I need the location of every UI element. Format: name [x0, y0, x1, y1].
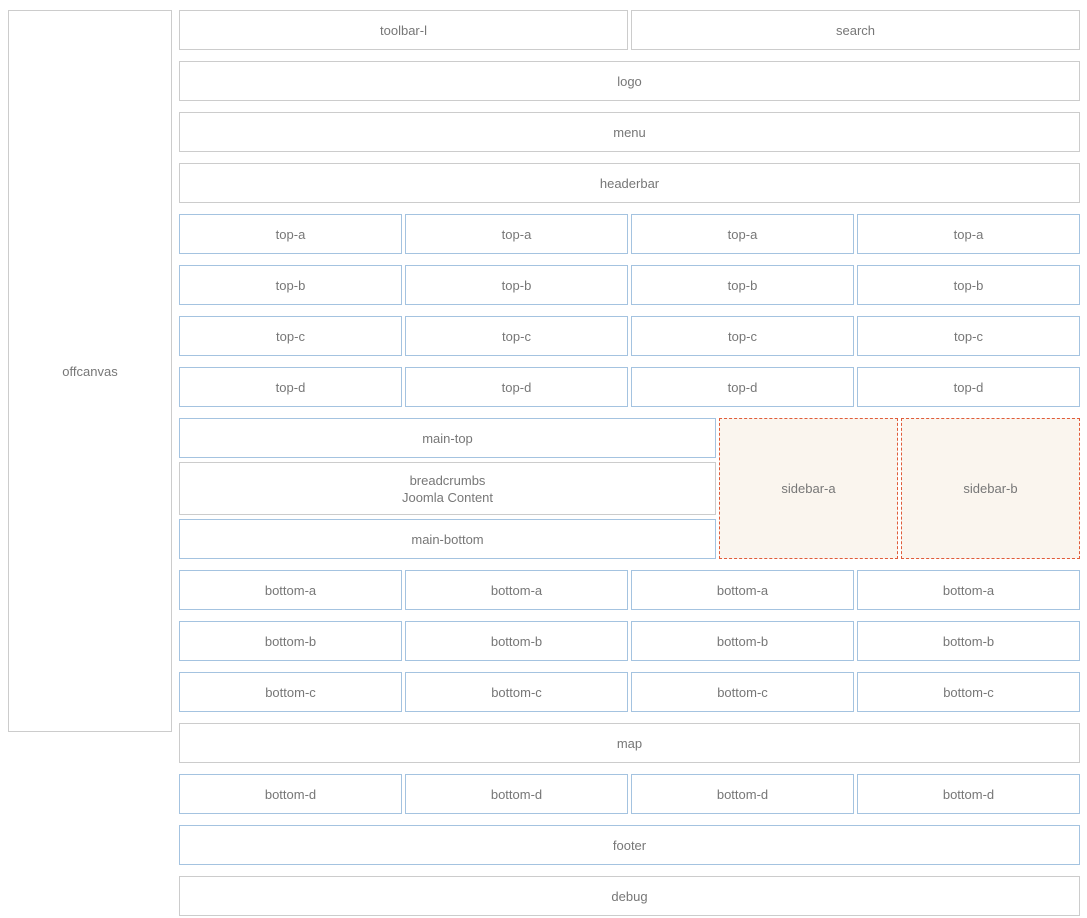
- position-bottom-c: [857, 672, 1080, 712]
- position-bottom-a: [179, 570, 402, 610]
- position-toolbar-l-label: toolbar-l: [380, 22, 427, 38]
- position-bottom-a: [405, 570, 628, 610]
- position-top-d-label: top-d: [953, 379, 984, 395]
- top-b-row: [179, 265, 1080, 305]
- position-top-b: [405, 265, 628, 305]
- position-top-b-label: top-b: [275, 277, 306, 293]
- top-d-row: [179, 367, 1080, 407]
- position-top-d: [405, 367, 628, 407]
- joomla-content-label: Joomla Content: [401, 489, 494, 505]
- position-top-d: [631, 367, 854, 407]
- main-region: [179, 418, 1080, 559]
- position-sidebar-a: [719, 418, 898, 559]
- position-sidebar-b: [901, 418, 1080, 559]
- position-top-a: [631, 214, 854, 254]
- position-top-b: [179, 265, 402, 305]
- position-debug: [179, 876, 1080, 916]
- position-top-a: [857, 214, 1080, 254]
- position-bottom-b: [405, 621, 628, 661]
- position-headerbar-label: headerbar: [599, 175, 660, 191]
- position-search: [631, 10, 1080, 50]
- position-bottom-d-label: bottom-d: [264, 786, 317, 802]
- position-top-b-label: top-b: [727, 277, 758, 293]
- position-bottom-c-label: bottom-c: [717, 684, 768, 700]
- position-logo: [179, 61, 1080, 101]
- position-sidebar-b-label: sidebar-b: [963, 481, 1018, 496]
- position-bottom-c: [179, 672, 402, 712]
- position-main-top: [179, 418, 716, 458]
- position-main-top-label: main-top: [422, 430, 473, 446]
- position-toolbar-l: [179, 10, 628, 50]
- position-top-b: [857, 265, 1080, 305]
- position-debug-label: debug: [611, 888, 648, 904]
- position-top-c-label: top-c: [728, 328, 757, 344]
- position-bottom-a: [631, 570, 854, 610]
- position-top-d: [857, 367, 1080, 407]
- position-bottom-a-label: bottom-a: [716, 582, 769, 598]
- main-column: [179, 10, 1080, 916]
- position-bottom-c: [631, 672, 854, 712]
- main-content-column: [179, 418, 716, 559]
- position-bottom-d: [405, 774, 628, 814]
- position-top-d: [179, 367, 402, 407]
- position-bottom-a-label: bottom-a: [264, 582, 317, 598]
- position-menu: [179, 112, 1080, 152]
- position-top-a-label: top-a: [501, 226, 532, 242]
- position-logo-label: logo: [617, 73, 642, 89]
- position-top-a: [405, 214, 628, 254]
- position-breadcrumbs-content: [179, 462, 716, 515]
- position-bottom-b: [631, 621, 854, 661]
- toolbar-row: [179, 10, 1080, 50]
- position-top-b-label: top-b: [953, 277, 984, 293]
- position-top-c: [631, 316, 854, 356]
- position-sidebar-a-label: sidebar-a: [781, 481, 836, 496]
- position-offcanvas-label: offcanvas: [62, 363, 118, 379]
- position-footer: [179, 825, 1080, 865]
- position-offcanvas: [8, 10, 172, 732]
- bottom-a-row: [179, 570, 1080, 610]
- position-bottom-b: [179, 621, 402, 661]
- position-top-a: [179, 214, 402, 254]
- position-top-d-label: top-d: [727, 379, 758, 395]
- position-bottom-b-label: bottom-b: [264, 633, 317, 649]
- position-top-b: [631, 265, 854, 305]
- position-bottom-b-label: bottom-b: [490, 633, 543, 649]
- position-bottom-c-label: bottom-c: [265, 684, 316, 700]
- position-bottom-a-label: bottom-a: [942, 582, 995, 598]
- position-top-d-label: top-d: [275, 379, 306, 395]
- position-top-c: [857, 316, 1080, 356]
- position-map: [179, 723, 1080, 763]
- position-bottom-d: [857, 774, 1080, 814]
- position-top-b-label: top-b: [501, 277, 532, 293]
- position-main-bottom: [179, 519, 716, 559]
- position-top-c: [405, 316, 628, 356]
- position-bottom-b-label: bottom-b: [716, 633, 769, 649]
- position-top-a-label: top-a: [953, 226, 984, 242]
- position-bottom-b: [857, 621, 1080, 661]
- bottom-d-row: [179, 774, 1080, 814]
- breadcrumbs-label: breadcrumbs: [409, 472, 486, 488]
- position-bottom-d: [631, 774, 854, 814]
- position-headerbar: [179, 163, 1080, 203]
- top-c-row: [179, 316, 1080, 356]
- position-top-a-label: top-a: [727, 226, 758, 242]
- position-bottom-b-label: bottom-b: [942, 633, 995, 649]
- position-bottom-d: [179, 774, 402, 814]
- bottom-b-row: [179, 621, 1080, 661]
- top-a-row: [179, 214, 1080, 254]
- position-bottom-d-label: bottom-d: [490, 786, 543, 802]
- position-top-c-label: top-c: [954, 328, 983, 344]
- position-top-c: [179, 316, 402, 356]
- position-top-d-label: top-d: [501, 379, 532, 395]
- position-main-bottom-label: main-bottom: [411, 531, 484, 547]
- position-map-label: map: [616, 735, 643, 751]
- bottom-c-row: [179, 672, 1080, 712]
- position-menu-label: menu: [613, 124, 646, 140]
- position-top-c-label: top-c: [502, 328, 531, 344]
- position-bottom-a: [857, 570, 1080, 610]
- position-footer-label: footer: [612, 837, 647, 853]
- position-search-label: search: [835, 22, 876, 38]
- position-top-c-label: top-c: [276, 328, 305, 344]
- position-bottom-c-label: bottom-c: [491, 684, 542, 700]
- position-bottom-d-label: bottom-d: [942, 786, 995, 802]
- position-top-a-label: top-a: [275, 226, 306, 242]
- position-bottom-c: [405, 672, 628, 712]
- position-bottom-a-label: bottom-a: [490, 582, 543, 598]
- position-bottom-c-label: bottom-c: [943, 684, 994, 700]
- position-bottom-d-label: bottom-d: [716, 786, 769, 802]
